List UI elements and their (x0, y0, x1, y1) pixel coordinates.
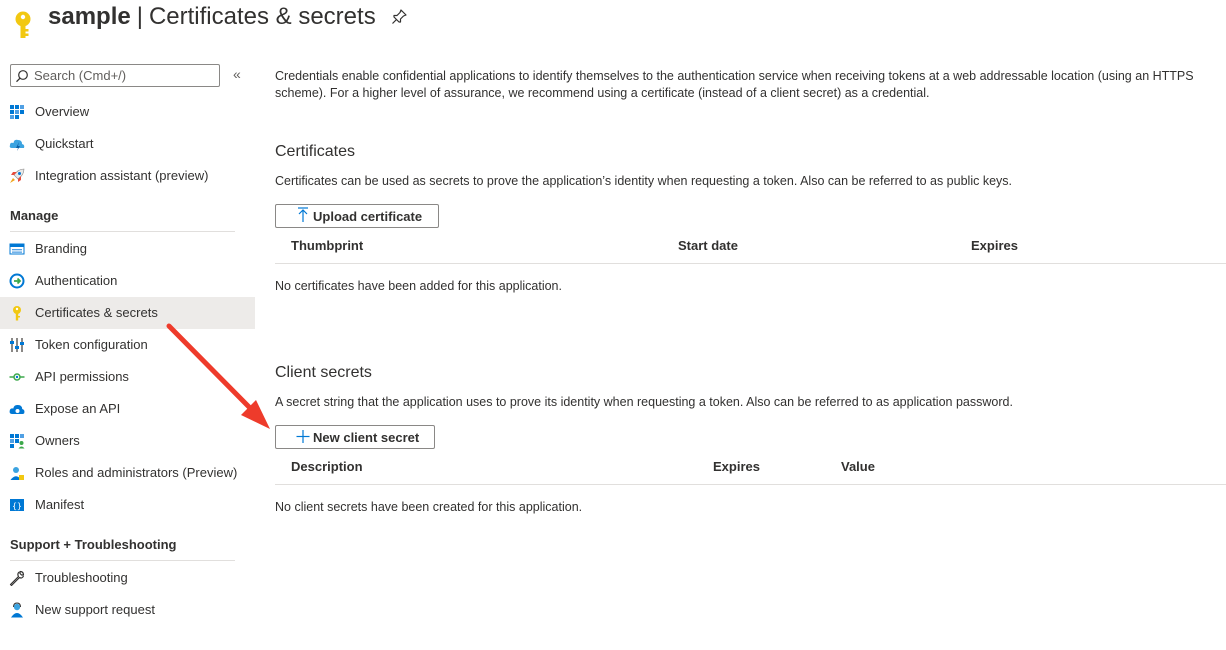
token-config-icon (9, 337, 25, 353)
sidebar-item-token-configuration[interactable] (0, 329, 255, 361)
divider (10, 560, 235, 561)
manage-heading: Manage (10, 208, 59, 223)
sidebar-item-label: New support request (35, 602, 155, 617)
sidebar-item-label: Branding (35, 241, 88, 256)
intro-text: Credentials enable confidential applications to identify themselves to the authentication service when receiving tokens at a web addressable location (using an HTTPS scheme). For a higher level of assurance, we recommend using a certificate (instead of a client secret) as a credential. (275, 69, 1194, 100)
support-person-icon (9, 602, 25, 618)
sidebar-item-label: Integration assistant (preview) (35, 168, 209, 183)
sidebar-item-label: Authentication (35, 273, 118, 288)
support-troubleshooting-heading: Support + Troubleshooting (10, 537, 177, 552)
manifest-icon (9, 497, 25, 513)
sidebar-item-label: Certificates & secrets (35, 305, 158, 320)
branding-icon (9, 241, 25, 257)
upload-icon (296, 207, 310, 223)
column-header-expires: Expires (713, 459, 760, 474)
api-permissions-icon (9, 369, 25, 385)
client-secrets-description: A secret string that the application uses to prove its identity when requesting a token. Also can be referred to as application password. (275, 395, 1013, 409)
rocket-icon (9, 168, 25, 184)
quickstart-icon (9, 136, 25, 152)
sidebar-item-label: Roles and administrators (Preview) (35, 465, 238, 480)
sidebar-item-troubleshooting[interactable] (0, 562, 255, 594)
key-icon (9, 305, 25, 321)
pin-icon[interactable] (390, 8, 408, 26)
sidebar-item-label: Manifest (35, 497, 85, 512)
new-client-secret-label: New client secret (313, 430, 420, 445)
sidebar-item-owners[interactable] (0, 425, 255, 457)
page-header (0, 0, 1226, 40)
sidebar-item-roles-and-administrators[interactable] (0, 457, 255, 489)
sidebar-item-expose-an-api[interactable] (0, 393, 255, 425)
certificates-heading: Certificates (275, 143, 356, 160)
sidebar-item-quickstart[interactable] (0, 128, 255, 160)
new-client-secret-button[interactable] (275, 425, 435, 449)
column-header-start-date: Start date (678, 238, 738, 253)
page-title-text: Certificates & secrets (148, 3, 376, 30)
certificates-empty-message: No certificates have been added for this application. (275, 279, 562, 293)
table-divider (275, 263, 1226, 264)
collapse-sidebar-button[interactable]: « (233, 66, 241, 82)
sidebar-item-label: Expose an API (35, 401, 121, 416)
sidebar-item-overview[interactable] (0, 96, 255, 128)
page-title (48, 3, 376, 31)
authentication-icon (9, 273, 25, 289)
column-header-thumbprint: Thumbprint (291, 238, 364, 253)
sidebar (0, 60, 255, 650)
key-icon (12, 10, 34, 40)
sidebar-item-label: Overview (35, 104, 90, 119)
plus-icon (296, 428, 310, 444)
sidebar-item-api-permissions[interactable] (0, 361, 255, 393)
overview-icon (9, 104, 25, 120)
expose-api-icon (9, 401, 25, 417)
sidebar-item-label: Owners (35, 433, 80, 448)
wrench-icon (9, 570, 25, 586)
title-separator: | (136, 3, 143, 30)
client-secrets-empty-message: No client secrets have been created for this application. (275, 500, 583, 514)
sidebar-item-label: API permissions (35, 369, 129, 384)
sidebar-item-label: Quickstart (35, 136, 94, 151)
column-header-value: Value (841, 459, 875, 474)
divider (10, 231, 235, 232)
app-name: sample (48, 3, 131, 30)
search-icon (15, 69, 29, 83)
upload-certificate-label: Upload certificate (313, 209, 423, 224)
table-divider (275, 484, 1226, 485)
roles-icon (9, 465, 25, 481)
sidebar-item-authentication[interactable] (0, 265, 255, 297)
upload-certificate-button[interactable] (275, 204, 439, 228)
certificates-description: Certificates can be used as secrets to prove the application’s identity when requesting a token. Also can be referred to as public keys. (275, 174, 1012, 188)
svg-text:{}: {} (12, 501, 22, 511)
client-secrets-heading: Client secrets (275, 364, 372, 381)
sidebar-item-integration-assistant[interactable] (0, 160, 255, 192)
sidebar-item-branding[interactable] (0, 233, 255, 265)
search-input[interactable] (10, 64, 220, 87)
sidebar-item-certificates-secrets[interactable] (0, 297, 255, 329)
column-header-description: Description (291, 459, 363, 474)
column-header-expires: Expires (971, 238, 1018, 253)
sidebar-item-new-support-request[interactable] (0, 594, 255, 626)
sidebar-item-label: Token configuration (35, 337, 148, 352)
search-placeholder: Search (Cmd+/) (34, 68, 127, 83)
owners-icon (9, 433, 25, 449)
sidebar-item-manifest[interactable] (0, 489, 255, 521)
sidebar-item-label: Troubleshooting (35, 570, 128, 585)
